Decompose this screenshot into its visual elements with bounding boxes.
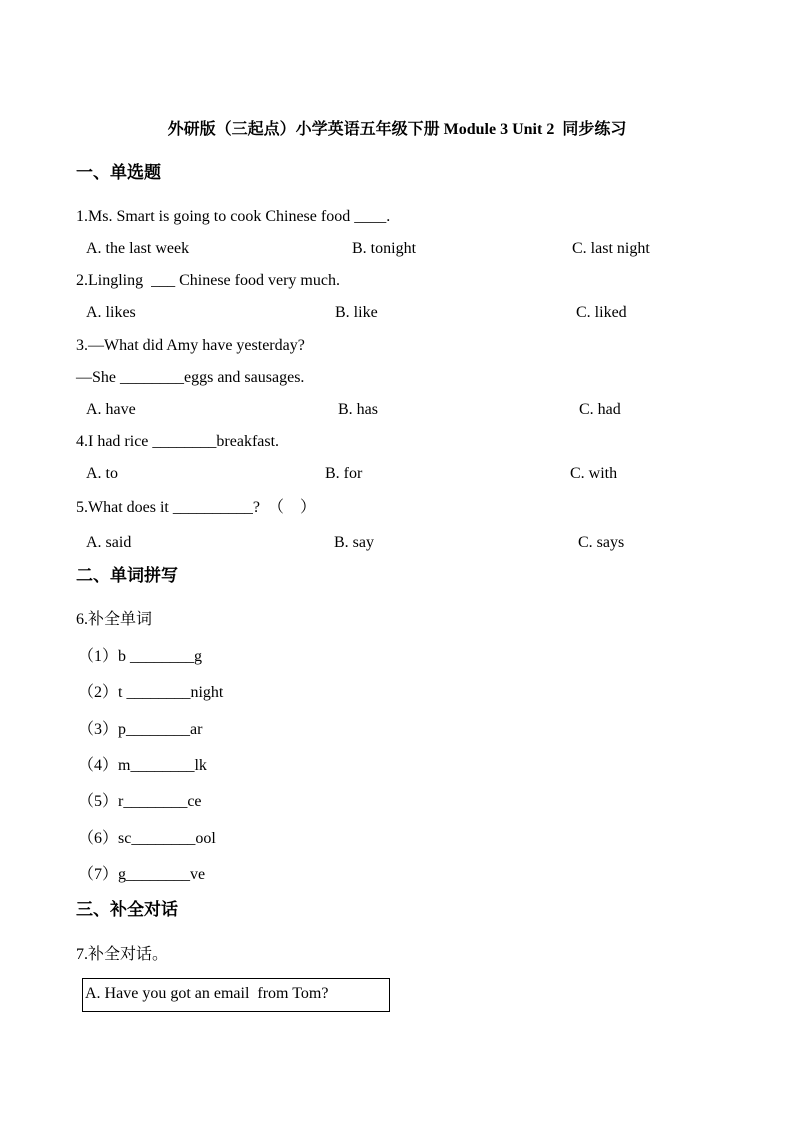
spelling-item: （2）t ________night xyxy=(78,684,224,701)
spelling-item: （7）g________ve xyxy=(78,866,206,883)
question-5-option-c: C. says xyxy=(578,534,625,551)
question-2-option-a: A. likes xyxy=(86,304,136,321)
dialogue-option-box xyxy=(82,978,390,1012)
spelling-item: （5）r________ce xyxy=(78,793,202,810)
question-1-stem: 1.Ms. Smart is going to cook Chinese food ____. xyxy=(76,208,391,225)
question-3-stem-line-1: 3.—What did Amy have yesterday? xyxy=(76,337,305,354)
spelling-item: （4）m________lk xyxy=(78,757,207,774)
question-4-option-b: B. for xyxy=(325,465,363,482)
question-3-option-a: A. have xyxy=(86,401,136,418)
spelling-item: （3）p________ar xyxy=(78,721,203,738)
question-2-option-b: B. like xyxy=(335,304,378,321)
question-2-stem: 2.Lingling ___ Chinese food very much. xyxy=(76,272,340,289)
dialogue-option-a: A. Have you got an email from Tom? xyxy=(85,985,329,1002)
question-7-stem: 7.补全对话。 xyxy=(76,946,169,963)
question-5-option-a: A. said xyxy=(86,534,132,551)
question-5-option-b: B. say xyxy=(334,534,374,551)
question-4-option-a: A. to xyxy=(86,465,118,482)
section-heading-dialogue: 三、补全对话 xyxy=(76,900,178,919)
question-1-option-a: A. the last week xyxy=(86,240,190,257)
question-1-option-b: B. tonight xyxy=(352,240,417,257)
question-3-option-c: C. had xyxy=(579,401,621,418)
spelling-item: （1）b ________g xyxy=(78,648,203,665)
question-3-option-b: B. has xyxy=(338,401,378,418)
question-4-option-c: C. with xyxy=(570,465,618,482)
page-title: 外研版（三起点）小学英语五年级下册 Module 3 Unit 2 同步练习 xyxy=(167,121,627,138)
question-4-stem: 4.I had rice ________breakfast. xyxy=(76,433,280,450)
section-heading-single-choice: 一、单选题 xyxy=(76,163,161,182)
section-heading-spelling: 二、单词拼写 xyxy=(76,566,178,585)
question-5-stem: 5.What does it __________? （ ） xyxy=(76,499,316,516)
spelling-item: （6）sc________ool xyxy=(78,830,216,847)
question-6-stem: 6.补全单词 xyxy=(76,611,153,628)
question-3-stem-line-2: —She ________eggs and sausages. xyxy=(76,369,305,386)
question-1-option-c: C. last night xyxy=(572,240,650,257)
question-2-option-c: C. liked xyxy=(576,304,627,321)
